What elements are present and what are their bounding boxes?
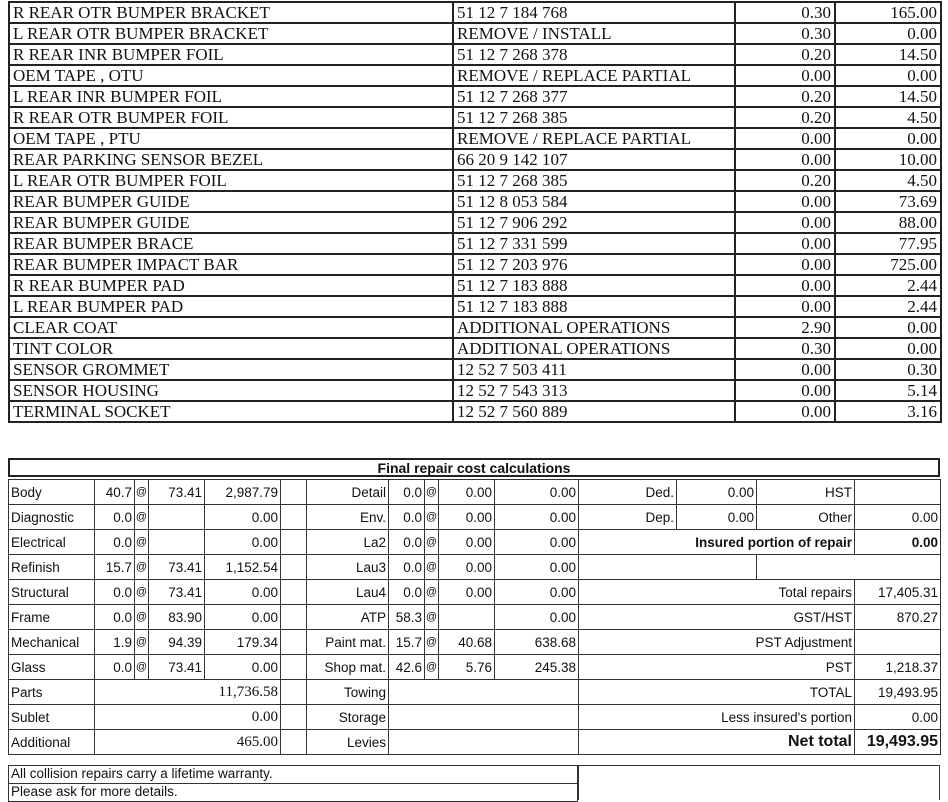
part-number: 66 20 9 142 107: [453, 149, 735, 170]
part-description: SENSOR GROMMET: [9, 359, 453, 380]
parts-label: Parts: [9, 680, 95, 705]
lau3-hours: 0.0: [389, 555, 425, 580]
table-row: [9, 23, 941, 44]
part-description: REAR BUMPER BRACE: [9, 233, 453, 254]
dep-value: 0.00: [677, 505, 757, 530]
frame-hours: 0.0: [95, 605, 135, 630]
footer-warranty-line: All collision repairs carry a lifetime warranty.: [8, 765, 578, 784]
refinish-rate: 73.41: [149, 555, 205, 580]
labor-hours: 2.90: [735, 317, 835, 338]
electrical-hours: 0.0: [95, 530, 135, 555]
shop-mat-rate: 5.76: [439, 655, 495, 680]
parts-table: [8, 1, 942, 423]
structural-amount: 0.00: [205, 580, 281, 605]
table-row: [9, 86, 941, 107]
ded-label: Ded.: [579, 480, 677, 505]
sublet-value: 0.00: [95, 705, 281, 730]
part-description: R REAR OTR BUMPER BRACKET: [9, 2, 453, 23]
table-row: [9, 2, 941, 23]
part-price: 0.00: [835, 128, 941, 149]
at-symbol: @: [425, 480, 439, 505]
part-number: 51 12 7 183 888: [453, 275, 735, 296]
dep-label: Dep.: [579, 505, 677, 530]
la2-amount: 0.00: [495, 530, 579, 555]
additional-label: Additional: [9, 730, 95, 755]
refinish-amount: 1,152.54: [205, 555, 281, 580]
labor-hours: 0.00: [735, 233, 835, 254]
part-description: SENSOR HOUSING: [9, 380, 453, 401]
spacer-cell: [281, 655, 307, 680]
less-insured-value: 0.00: [855, 705, 941, 730]
mechanical-label: Mechanical: [9, 630, 95, 655]
labor-hours: 0.00: [735, 149, 835, 170]
pst-adjustment-value: [855, 630, 941, 655]
spacer-cell: [281, 580, 307, 605]
at-symbol: @: [425, 580, 439, 605]
sublet-label: Sublet: [9, 705, 95, 730]
part-description: TERMINAL SOCKET: [9, 401, 453, 422]
part-description: OEM TAPE , PTU: [9, 128, 453, 149]
at-symbol: @: [135, 580, 149, 605]
frame-label: Frame: [9, 605, 95, 630]
at-symbol: @: [135, 505, 149, 530]
calc-row-sublet: [9, 705, 941, 730]
electrical-label: Electrical: [9, 530, 95, 555]
part-description: REAR BUMPER GUIDE: [9, 191, 453, 212]
part-description: REAR BUMPER IMPACT BAR: [9, 254, 453, 275]
labor-hours: 0.20: [735, 170, 835, 191]
spacer-cell: [281, 480, 307, 505]
electrical-amount: 0.00: [205, 530, 281, 555]
part-number: 12 52 7 503 411: [453, 359, 735, 380]
diagnostic-rate: [149, 505, 205, 530]
total-repairs-label: Total repairs: [579, 580, 855, 605]
labor-hours: 0.00: [735, 65, 835, 86]
storage-value: [389, 705, 579, 730]
at-symbol: @: [425, 555, 439, 580]
calc-row-diagnostic: [9, 505, 941, 530]
part-price: 4.50: [835, 107, 941, 128]
spacer-cell: [281, 630, 307, 655]
labor-hours: 0.20: [735, 86, 835, 107]
net-total-value: 19,493.95: [855, 730, 941, 755]
la2-hours: 0.0: [389, 530, 425, 555]
hst-label: HST: [757, 480, 855, 505]
part-description: R REAR OTR BUMPER FOIL: [9, 107, 453, 128]
table-row: [9, 191, 941, 212]
table-row: [9, 170, 941, 191]
glass-label: Glass: [9, 655, 95, 680]
body-rate: 73.41: [149, 480, 205, 505]
at-symbol: @: [425, 530, 439, 555]
glass-rate: 73.41: [149, 655, 205, 680]
lau4-label: Lau4: [307, 580, 389, 605]
part-number: 51 12 7 203 976: [453, 254, 735, 275]
part-price: 2.44: [835, 275, 941, 296]
at-symbol: @: [135, 480, 149, 505]
diagnostic-label: Diagnostic: [9, 505, 95, 530]
pst-label: PST: [579, 655, 855, 680]
calc-row-glass: [9, 655, 941, 680]
paint-mat-amount: 638.68: [495, 630, 579, 655]
total-repairs-value: 17,405.31: [855, 580, 941, 605]
shop-mat-label: Shop mat.: [307, 655, 389, 680]
diagnostic-amount: 0.00: [205, 505, 281, 530]
part-description: R REAR INR BUMPER FOIL: [9, 44, 453, 65]
spacer-cell: [281, 730, 307, 755]
table-row: [9, 359, 941, 380]
pst-value: 1,218.37: [855, 655, 941, 680]
part-number: 12 52 7 560 889: [453, 401, 735, 422]
table-row: [9, 233, 941, 254]
table-row: [9, 149, 941, 170]
net-total-label: Net total: [579, 730, 855, 755]
part-price: 0.30: [835, 359, 941, 380]
table-row: [9, 65, 941, 86]
part-number: 51 12 7 268 385: [453, 107, 735, 128]
at-symbol: @: [135, 555, 149, 580]
at-symbol: @: [425, 655, 439, 680]
insured-portion-label: Insured portion of repair: [579, 530, 855, 555]
table-row: [9, 296, 941, 317]
other-label: Other: [757, 505, 855, 530]
part-price: 0.00: [835, 338, 941, 359]
labor-hours: 0.00: [735, 359, 835, 380]
spacer-cell: [281, 555, 307, 580]
calc-row-mechanical: [9, 630, 941, 655]
part-price: 14.50: [835, 44, 941, 65]
part-description: OEM TAPE , OTU: [9, 65, 453, 86]
parts-total-value: 11,736.58: [95, 680, 281, 705]
spacer-cell: [281, 680, 307, 705]
part-description: CLEAR COAT: [9, 317, 453, 338]
lau3-rate: 0.00: [439, 555, 495, 580]
part-price: 73.69: [835, 191, 941, 212]
towing-label: Towing: [307, 680, 389, 705]
detail-hours: 0.0: [389, 480, 425, 505]
part-number: REMOVE / REPLACE PARTIAL: [453, 128, 735, 149]
labor-hours: 0.00: [735, 212, 835, 233]
additional-value: 465.00: [95, 730, 281, 755]
part-number: ADDITIONAL OPERATIONS: [453, 338, 735, 359]
part-description: L REAR BUMPER PAD: [9, 296, 453, 317]
other-value: 0.00: [855, 505, 941, 530]
part-price: 88.00: [835, 212, 941, 233]
part-number: 12 52 7 543 313: [453, 380, 735, 401]
la2-rate: 0.00: [439, 530, 495, 555]
calc-row-additional: [9, 730, 941, 755]
env-hours: 0.0: [389, 505, 425, 530]
body-label: Body: [9, 480, 95, 505]
labor-hours: 0.00: [735, 191, 835, 212]
diagnostic-hours: 0.0: [95, 505, 135, 530]
atp-amount: 0.00: [495, 605, 579, 630]
calc-row-frame: [9, 605, 941, 630]
part-price: 165.00: [835, 2, 941, 23]
part-description: TINT COLOR: [9, 338, 453, 359]
spacer-cell: [281, 705, 307, 730]
part-price: 3.16: [835, 401, 941, 422]
part-description: R REAR BUMPER PAD: [9, 275, 453, 296]
la2-label: La2: [307, 530, 389, 555]
part-price: 10.00: [835, 149, 941, 170]
part-number: 51 12 7 268 378: [453, 44, 735, 65]
labor-hours: 0.00: [735, 401, 835, 422]
table-row: [9, 254, 941, 275]
part-description: L REAR OTR BUMPER BRACKET: [9, 23, 453, 44]
paint-mat-hours: 15.7: [389, 630, 425, 655]
calc-row-body: [9, 480, 941, 505]
shop-mat-hours: 42.6: [389, 655, 425, 680]
env-rate: 0.00: [439, 505, 495, 530]
detail-label: Detail: [307, 480, 389, 505]
glass-hours: 0.0: [95, 655, 135, 680]
structural-label: Structural: [9, 580, 95, 605]
gst-hst-label: GST/HST: [579, 605, 855, 630]
refinish-hours: 15.7: [95, 555, 135, 580]
labor-hours: 0.20: [735, 107, 835, 128]
spacer-cell: [281, 505, 307, 530]
part-price: 4.50: [835, 170, 941, 191]
lau3-label: Lau3: [307, 555, 389, 580]
spacer-cell: [281, 530, 307, 555]
detail-amount: 0.00: [495, 480, 579, 505]
table-row: [9, 401, 941, 422]
electrical-rate: [149, 530, 205, 555]
part-price: 0.00: [835, 23, 941, 44]
lau4-rate: 0.00: [439, 580, 495, 605]
labor-hours: 0.30: [735, 23, 835, 44]
table-row: [9, 317, 941, 338]
mechanical-amount: 179.34: [205, 630, 281, 655]
paint-mat-rate: 40.68: [439, 630, 495, 655]
at-symbol: @: [425, 630, 439, 655]
at-symbol: @: [425, 605, 439, 630]
shop-mat-amount: 245.38: [495, 655, 579, 680]
part-number: 51 12 7 906 292: [453, 212, 735, 233]
labor-hours: 0.30: [735, 338, 835, 359]
levies-value: [389, 730, 579, 755]
part-number: 51 12 8 053 584: [453, 191, 735, 212]
hst-value: [855, 480, 941, 505]
env-amount: 0.00: [495, 505, 579, 530]
glass-amount: 0.00: [205, 655, 281, 680]
part-number: 51 12 7 183 888: [453, 296, 735, 317]
at-symbol: @: [425, 505, 439, 530]
frame-amount: 0.00: [205, 605, 281, 630]
structural-rate: 73.41: [149, 580, 205, 605]
body-hours: 40.7: [95, 480, 135, 505]
part-number: 51 12 7 184 768: [453, 2, 735, 23]
part-description: REAR BUMPER GUIDE: [9, 212, 453, 233]
lau4-hours: 0.0: [389, 580, 425, 605]
part-price: 77.95: [835, 233, 941, 254]
table-row: [9, 275, 941, 296]
part-description: L REAR OTR BUMPER FOIL: [9, 170, 453, 191]
labor-hours: 0.30: [735, 2, 835, 23]
part-description: L REAR INR BUMPER FOIL: [9, 86, 453, 107]
table-row: [9, 212, 941, 233]
calc-row-electrical: [9, 530, 941, 555]
grand-total-value: 19,493.95: [855, 680, 941, 705]
atp-rate: [439, 605, 495, 630]
part-price: 725.00: [835, 254, 941, 275]
section-title: Final repair cost calculations: [8, 458, 940, 477]
at-symbol: @: [135, 530, 149, 555]
part-price: 5.14: [835, 380, 941, 401]
gst-hst-value: 870.27: [855, 605, 941, 630]
part-number: 51 12 7 331 599: [453, 233, 735, 254]
calc-row-parts: [9, 680, 941, 705]
calc-row-structural: [9, 580, 941, 605]
empty-cell: [757, 555, 941, 580]
table-row: [9, 107, 941, 128]
at-symbol: @: [135, 655, 149, 680]
towing-value: [389, 680, 579, 705]
part-price: 0.00: [835, 317, 941, 338]
labor-hours: 0.00: [735, 275, 835, 296]
part-number: REMOVE / INSTALL: [453, 23, 735, 44]
part-number: 51 12 7 268 377: [453, 86, 735, 107]
grand-total-label: TOTAL: [579, 680, 855, 705]
labor-hours: 0.00: [735, 296, 835, 317]
parts-table-body: [9, 2, 941, 422]
part-price: 0.00: [835, 65, 941, 86]
cost-calculation-table: [8, 479, 941, 755]
pst-adjustment-label: PST Adjustment: [579, 630, 855, 655]
part-price: 2.44: [835, 296, 941, 317]
less-insured-label: Less insured's portion: [579, 705, 855, 730]
part-number: ADDITIONAL OPERATIONS: [453, 317, 735, 338]
empty-cell: [579, 555, 757, 580]
structural-hours: 0.0: [95, 580, 135, 605]
refinish-label: Refinish: [9, 555, 95, 580]
table-row: [9, 380, 941, 401]
atp-label: ATP: [307, 605, 389, 630]
footer-notes: [8, 765, 578, 802]
footer-blank-box: [578, 765, 940, 800]
at-symbol: @: [135, 605, 149, 630]
footer-details-line: Please ask for more details.: [8, 784, 578, 802]
spacer-cell: [281, 605, 307, 630]
ded-value: 0.00: [677, 480, 757, 505]
detail-rate: 0.00: [439, 480, 495, 505]
labor-hours: 0.00: [735, 380, 835, 401]
paint-mat-label: Paint mat.: [307, 630, 389, 655]
at-symbol: @: [135, 630, 149, 655]
mechanical-rate: 94.39: [149, 630, 205, 655]
levies-label: Levies: [307, 730, 389, 755]
lau4-amount: 0.00: [495, 580, 579, 605]
storage-label: Storage: [307, 705, 389, 730]
atp-hours: 58.3: [389, 605, 425, 630]
part-number: REMOVE / REPLACE PARTIAL: [453, 65, 735, 86]
labor-hours: 0.00: [735, 254, 835, 275]
labor-hours: 0.20: [735, 44, 835, 65]
frame-rate: 83.90: [149, 605, 205, 630]
labor-hours: 0.00: [735, 128, 835, 149]
table-row: [9, 128, 941, 149]
table-row: [9, 338, 941, 359]
table-row: [9, 44, 941, 65]
lau3-amount: 0.00: [495, 555, 579, 580]
env-label: Env.: [307, 505, 389, 530]
mechanical-hours: 1.9: [95, 630, 135, 655]
part-description: REAR PARKING SENSOR BEZEL: [9, 149, 453, 170]
part-number: 51 12 7 268 385: [453, 170, 735, 191]
part-price: 14.50: [835, 86, 941, 107]
calc-row-refinish: [9, 555, 941, 580]
insured-portion-value: 0.00: [855, 530, 941, 555]
body-amount: 2,987.79: [205, 480, 281, 505]
